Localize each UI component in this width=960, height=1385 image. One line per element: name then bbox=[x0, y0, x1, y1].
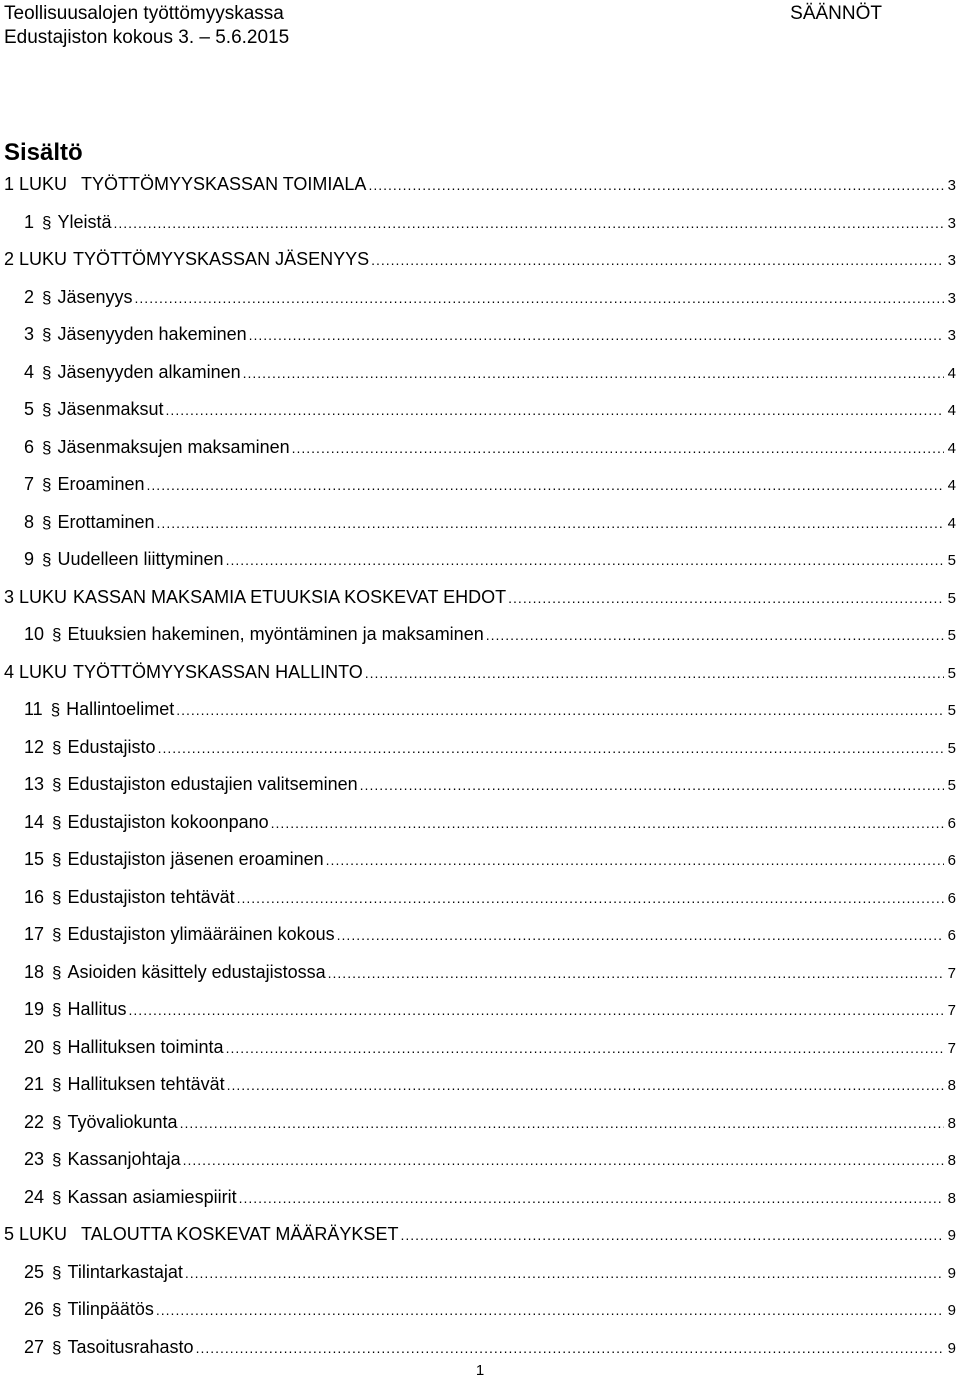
dot-leader bbox=[243, 358, 944, 388]
toc-entry-page: 5 bbox=[947, 664, 956, 682]
toc-entry-page: 8 bbox=[947, 1189, 956, 1207]
paragraph-sign: § bbox=[42, 400, 52, 419]
paragraph-sign: § bbox=[42, 212, 52, 232]
toc-entry-page: 5 bbox=[947, 627, 956, 644]
toc-entry-label: Kassan asiamiespiirit bbox=[67, 1186, 237, 1207]
toc-entry-label: Jäsenmaksut bbox=[57, 399, 164, 419]
dot-leader bbox=[326, 845, 944, 875]
toc-entry-section[interactable] bbox=[4, 282, 960, 320]
toc-entry-page: 3 bbox=[947, 214, 956, 232]
toc-entry-label: Edustajiston ylimääräinen kokous bbox=[67, 924, 335, 944]
toc-entry-page: 4 bbox=[947, 402, 956, 419]
toc-entry-section[interactable] bbox=[4, 432, 960, 470]
toc-entry-label: Hallituksen toiminta bbox=[67, 1036, 224, 1057]
toc-entry-page: 5 bbox=[947, 589, 956, 607]
dot-leader bbox=[360, 770, 944, 800]
toc-entry-number: 18 bbox=[24, 961, 45, 982]
toc-entry-label: Tasoitusrahasto bbox=[67, 1336, 194, 1357]
dot-leader bbox=[271, 808, 944, 838]
dot-leader bbox=[226, 545, 944, 575]
toc-entry-number: 13 bbox=[24, 774, 45, 794]
toc-entry-label: TYÖTTÖMYYSKASSAN TOIMIALA bbox=[81, 174, 367, 194]
toc-entry-chapter[interactable] bbox=[4, 169, 960, 207]
paragraph-sign: § bbox=[52, 1187, 62, 1207]
dot-leader bbox=[226, 1033, 944, 1063]
toc-entry-number: 1 bbox=[24, 211, 35, 232]
page-header bbox=[4, 2, 956, 50]
toc-entry-page: 8 bbox=[947, 1114, 956, 1132]
toc-entry-section[interactable] bbox=[4, 1257, 960, 1295]
toc-entry-section[interactable] bbox=[4, 919, 960, 957]
dot-leader bbox=[508, 583, 944, 613]
dot-leader bbox=[196, 1333, 944, 1363]
toc-entry-label: Hallintoelimet bbox=[66, 699, 175, 719]
dot-leader bbox=[249, 320, 944, 350]
toc-entry-page: 3 bbox=[947, 252, 956, 269]
dot-leader bbox=[227, 1070, 944, 1100]
dot-leader bbox=[147, 470, 944, 500]
paragraph-sign: § bbox=[52, 812, 62, 832]
paragraph-sign: § bbox=[50, 700, 61, 719]
toc-entry-number: 6 bbox=[24, 436, 35, 457]
toc-entry-section[interactable] bbox=[4, 544, 960, 582]
toc-entry-label: Eroaminen bbox=[57, 474, 145, 494]
toc-entry-label: Yleistä bbox=[57, 211, 112, 232]
toc-entry-label: Työvaliokunta bbox=[67, 1111, 178, 1132]
toc-entry-section[interactable] bbox=[4, 1032, 960, 1070]
paragraph-sign: § bbox=[52, 775, 62, 794]
toc-entry-page: 9 bbox=[947, 1302, 956, 1319]
toc-entry-number: 25 bbox=[24, 1261, 45, 1282]
toc-entry-section[interactable] bbox=[4, 1182, 960, 1220]
organization-name: Teollisuusalojen työttömyyskassa bbox=[4, 3, 284, 24]
dot-leader bbox=[486, 620, 944, 650]
page-number: 1 bbox=[475, 1362, 485, 1379]
toc-entry-label: TALOUTTA KOSKEVAT MÄÄRÄYKSET bbox=[81, 1224, 399, 1244]
paragraph-sign: § bbox=[52, 925, 62, 944]
toc-entry-section[interactable] bbox=[4, 732, 960, 770]
paragraph-sign: § bbox=[52, 1300, 62, 1319]
header-row-1 bbox=[4, 2, 956, 26]
toc-entry-label: Jäsenyys bbox=[57, 286, 133, 307]
toc-entry-number: 4 LUKU bbox=[4, 661, 68, 682]
toc-entry-section[interactable] bbox=[4, 469, 960, 507]
toc-entry-page: 9 bbox=[947, 1227, 956, 1244]
toc-entry-number: 19 bbox=[24, 999, 45, 1019]
toc-entry-section[interactable] bbox=[4, 694, 960, 732]
meeting-info: Edustajiston kokous 3. – 5.6.2015 bbox=[4, 27, 290, 48]
toc-entry-label: Uudelleen liittyminen bbox=[57, 549, 224, 569]
paragraph-sign: § bbox=[42, 362, 52, 382]
toc-entry-label: Tilinpäätös bbox=[67, 1299, 154, 1319]
dot-leader bbox=[166, 395, 944, 425]
toc-entry-label: Edustajiston edustajien valitseminen bbox=[67, 774, 358, 794]
dot-leader bbox=[400, 1220, 944, 1250]
toc-entry-section[interactable] bbox=[4, 207, 960, 245]
toc-entry-number: 21 bbox=[24, 1074, 45, 1094]
toc-entry-page: 4 bbox=[947, 514, 956, 532]
paragraph-sign: § bbox=[52, 1150, 62, 1169]
paragraph-sign: § bbox=[52, 625, 62, 644]
toc-entry-page: 8 bbox=[947, 1152, 956, 1169]
toc-entry-label: Edustajisto bbox=[67, 736, 156, 757]
toc-entry-number: 23 bbox=[24, 1149, 45, 1169]
toc-entry-section[interactable] bbox=[4, 507, 960, 545]
toc-entry-number: 2 LUKU bbox=[4, 249, 68, 269]
toc-entry-label: KASSAN MAKSAMIA ETUUKSIA KOSKEVAT EHDOT bbox=[73, 586, 507, 607]
toc-entry-page: 8 bbox=[947, 1077, 956, 1094]
toc-entry-number: 17 bbox=[24, 924, 45, 944]
toc-entry-section[interactable] bbox=[4, 1294, 960, 1332]
paragraph-sign: § bbox=[42, 287, 52, 307]
toc-entry-number: 3 bbox=[24, 324, 35, 344]
dot-leader bbox=[176, 695, 944, 725]
toc-entry-page: 5 bbox=[947, 702, 956, 719]
toc-entry-section[interactable] bbox=[4, 957, 960, 995]
toc-entry-section[interactable] bbox=[4, 1069, 960, 1107]
dot-leader bbox=[158, 733, 944, 763]
toc-entry-page: 6 bbox=[947, 889, 956, 907]
dot-leader bbox=[337, 920, 944, 950]
paragraph-sign: § bbox=[52, 1337, 62, 1357]
toc-entry-section[interactable] bbox=[4, 357, 960, 395]
paragraph-sign: § bbox=[52, 887, 62, 907]
toc-entry-page: 4 bbox=[947, 439, 956, 457]
toc-entry-number: 4 bbox=[24, 361, 35, 382]
table-of-contents bbox=[4, 169, 960, 1369]
toc-entry-label: Hallituksen tehtävät bbox=[67, 1074, 225, 1094]
toc-entry-number: 11 bbox=[24, 699, 43, 719]
dot-leader bbox=[183, 1145, 944, 1175]
dot-leader bbox=[237, 883, 944, 913]
toc-title: Sisältö bbox=[4, 139, 83, 166]
toc-entry-number: 1 LUKU bbox=[4, 174, 68, 194]
dot-leader bbox=[185, 1258, 944, 1288]
dot-leader bbox=[114, 208, 944, 238]
paragraph-sign: § bbox=[42, 550, 52, 569]
toc-entry-label: Kassanjohtaja bbox=[67, 1149, 181, 1169]
toc-entry-page: 5 bbox=[947, 552, 956, 569]
dot-leader bbox=[129, 995, 944, 1025]
dot-leader bbox=[368, 170, 944, 200]
toc-entry-section[interactable] bbox=[4, 807, 960, 845]
paragraph-sign: § bbox=[42, 512, 52, 532]
toc-entry-section[interactable] bbox=[4, 769, 960, 807]
header-row-2 bbox=[4, 26, 956, 50]
paragraph-sign: § bbox=[52, 1000, 62, 1019]
toc-entry-page: 9 bbox=[947, 1264, 956, 1282]
toc-entry-label: Asioiden käsittely edustajistossa bbox=[67, 961, 326, 982]
toc-entry-number: 9 bbox=[24, 549, 35, 569]
toc-entry-label: Edustajiston tehtävät bbox=[67, 886, 235, 907]
toc-entry-chapter[interactable] bbox=[4, 1219, 960, 1257]
dot-leader bbox=[371, 245, 944, 275]
toc-entry-section[interactable] bbox=[4, 394, 960, 432]
toc-entry-number: 14 bbox=[24, 811, 45, 832]
toc-entry-number: 10 bbox=[24, 624, 45, 644]
toc-entry-page: 7 bbox=[947, 1002, 956, 1019]
toc-entry-number: 5 bbox=[24, 399, 35, 419]
paragraph-sign: § bbox=[52, 1112, 62, 1132]
toc-entry-label: Hallitus bbox=[67, 999, 127, 1019]
dot-leader bbox=[239, 1183, 944, 1213]
toc-entry-page: 5 bbox=[947, 777, 956, 794]
toc-entry-section[interactable] bbox=[4, 994, 960, 1032]
toc-entry-page: 5 bbox=[947, 739, 956, 757]
toc-entry-number: 2 bbox=[24, 286, 35, 307]
toc-entry-label: Jäsenyyden alkaminen bbox=[57, 361, 241, 382]
toc-entry-page: 4 bbox=[947, 477, 956, 494]
toc-entry-number: 12 bbox=[24, 736, 45, 757]
toc-entry-label: Tilintarkastajat bbox=[67, 1261, 183, 1282]
toc-entry-section[interactable] bbox=[4, 1144, 960, 1182]
toc-entry-page: 9 bbox=[947, 1339, 956, 1357]
toc-entry-page: 7 bbox=[947, 964, 956, 982]
toc-entry-section[interactable] bbox=[4, 844, 960, 882]
toc-entry-page: 7 bbox=[947, 1039, 956, 1057]
toc-entry-number: 22 bbox=[24, 1111, 45, 1132]
toc-entry-number: 26 bbox=[24, 1299, 45, 1319]
toc-entry-label: TYÖTTÖMYYSKASSAN HALLINTO bbox=[73, 661, 363, 682]
toc-entry-label: Erottaminen bbox=[57, 511, 155, 532]
toc-entry-number: 20 bbox=[24, 1036, 45, 1057]
dot-leader bbox=[292, 433, 944, 463]
toc-entry-page: 3 bbox=[947, 289, 956, 307]
toc-entry-label: Edustajiston jäsenen eroaminen bbox=[67, 849, 324, 869]
dot-leader bbox=[180, 1108, 944, 1138]
toc-entry-label: Edustajiston kokoonpano bbox=[67, 811, 269, 832]
toc-entry-page: 6 bbox=[947, 927, 956, 944]
toc-entry-number: 16 bbox=[24, 886, 45, 907]
toc-entry-label: TYÖTTÖMYYSKASSAN JÄSENYYS bbox=[73, 249, 370, 269]
dot-leader bbox=[157, 508, 944, 538]
toc-entry-number: 27 bbox=[24, 1336, 45, 1357]
toc-entry-chapter[interactable] bbox=[4, 244, 960, 282]
toc-entry-page: 6 bbox=[947, 852, 956, 869]
toc-entry-number: 24 bbox=[24, 1186, 45, 1207]
toc-entry-section[interactable] bbox=[4, 319, 960, 357]
paragraph-sign: § bbox=[52, 1037, 62, 1057]
toc-entry-page: 4 bbox=[947, 364, 956, 382]
toc-entry-number: 15 bbox=[24, 849, 45, 869]
toc-entry-number: 8 bbox=[24, 511, 35, 532]
paragraph-sign: § bbox=[52, 1075, 62, 1094]
toc-entry-label: Jäsenyyden hakeminen bbox=[57, 324, 247, 344]
document-type: SÄÄNNÖT bbox=[790, 3, 882, 24]
paragraph-sign: § bbox=[52, 1262, 62, 1282]
paragraph-sign: § bbox=[42, 437, 52, 457]
paragraph-sign: § bbox=[52, 962, 62, 982]
paragraph-sign: § bbox=[42, 325, 52, 344]
dot-leader bbox=[156, 1295, 944, 1325]
toc-entry-number: 7 bbox=[24, 474, 35, 494]
dot-leader bbox=[328, 958, 944, 988]
toc-entry-chapter[interactable] bbox=[4, 582, 960, 620]
toc-entry-page: 3 bbox=[947, 177, 956, 194]
toc-entry-section[interactable] bbox=[4, 619, 960, 657]
paragraph-sign: § bbox=[52, 850, 62, 869]
toc-entry-chapter[interactable] bbox=[4, 657, 960, 695]
toc-entry-page: 3 bbox=[947, 327, 956, 344]
toc-entry-label: Jäsenmaksujen maksaminen bbox=[57, 436, 290, 457]
toc-entry-number: 3 LUKU bbox=[4, 586, 68, 607]
toc-entry-number: 5 LUKU bbox=[4, 1224, 68, 1244]
paragraph-sign: § bbox=[42, 475, 52, 494]
toc-entry-section[interactable] bbox=[4, 882, 960, 920]
paragraph-sign: § bbox=[52, 737, 62, 757]
toc-entry-label: Etuuksien hakeminen, myöntäminen ja maksaminen bbox=[67, 624, 484, 644]
dot-leader bbox=[365, 658, 944, 688]
toc-entry-section[interactable] bbox=[4, 1107, 960, 1145]
toc-entry-page: 6 bbox=[947, 814, 956, 832]
dot-leader bbox=[135, 283, 944, 313]
